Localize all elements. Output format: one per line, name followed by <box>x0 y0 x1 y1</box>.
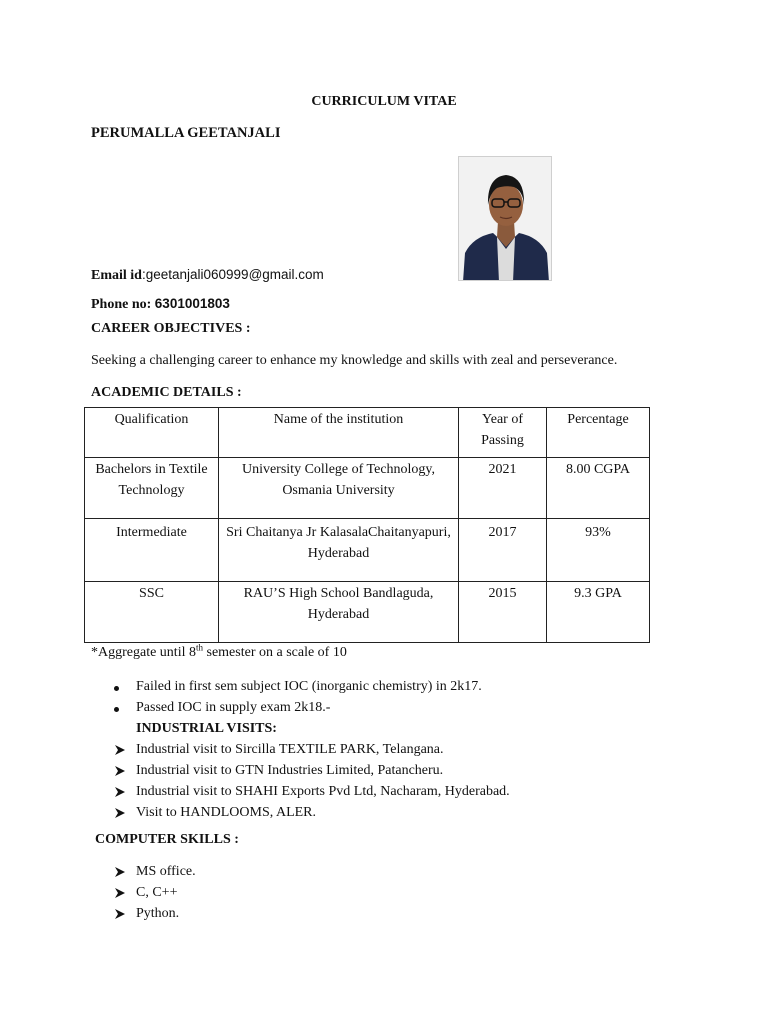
profile-photo <box>458 156 552 281</box>
email-value: :geetanjali060999@gmail.com <box>141 267 324 282</box>
academic-details-heading: ACADEMIC DETAILS : <box>91 385 242 400</box>
email-label: Email id <box>91 268 142 283</box>
arrow-bullet-icon <box>114 805 126 824</box>
industrial-visits-heading: INDUSTRIAL VISITS: <box>136 721 277 736</box>
table-header-row <box>85 408 650 458</box>
arrow-bullet-icon <box>114 742 126 761</box>
table-cell: University College of Technology, Osmania University <box>219 458 459 519</box>
bullet-dot-icon <box>114 701 119 717</box>
academic-table <box>84 407 650 643</box>
email-line <box>91 267 324 284</box>
computer-skill-item: Python. <box>136 906 180 921</box>
note-superscript: th <box>195 642 203 653</box>
table-cell: SSC <box>85 582 219 643</box>
column-header: Qualification <box>85 408 219 458</box>
column-header: Year of Passing <box>459 408 547 458</box>
remark-item: Failed in first sem subject IOC (inorganic chemistry) in 2k17. <box>136 679 482 694</box>
table-cell: 2015 <box>459 582 547 643</box>
industrial-visit-item: Visit to HANDLOOMS, ALER. <box>136 805 317 820</box>
phone-line <box>91 296 230 313</box>
candidate-name: PERUMALLA GEETANJALI <box>91 125 281 141</box>
industrial-visit-item: Industrial visit to SHAHI Exports Pvd Ltd, Nacharam, Hyderabad. <box>136 784 510 799</box>
table-row <box>85 519 650 582</box>
table-cell: 2017 <box>459 519 547 582</box>
table-cell: 93% <box>547 519 650 582</box>
table-cell: Intermediate <box>85 519 219 582</box>
remark-item: Passed IOC in supply exam 2k18.- <box>136 700 331 715</box>
table-cell: RAU’S High School Bandlaguda, Hyderabad <box>219 582 459 643</box>
table-cell: 9.3 GPA <box>547 582 650 643</box>
document-title: CURRICULUM VITAE <box>311 94 457 109</box>
career-objectives-text: Seeking a challenging career to enhance my knowledge and skills with zeal and perseverance. <box>91 353 618 368</box>
arrow-bullet-icon <box>114 763 126 782</box>
computer-skills-heading: COMPUTER SKILLS : <box>95 832 239 847</box>
career-objectives-heading: CAREER OBJECTIVES : <box>91 321 251 336</box>
table-row <box>85 458 650 519</box>
arrow-bullet-icon <box>114 864 126 883</box>
arrow-bullet-icon <box>114 906 126 925</box>
column-header: Name of the institution <box>219 408 459 458</box>
arrow-bullet-icon <box>114 885 126 904</box>
computer-skill-item: C, C++ <box>136 885 178 900</box>
phone-label: Phone no: <box>91 297 155 312</box>
table-row <box>85 582 650 643</box>
column-header: Percentage <box>547 408 650 458</box>
arrow-bullet-icon <box>114 784 126 803</box>
person-photo-icon <box>459 157 552 281</box>
table-cell: 8.00 CGPA <box>547 458 650 519</box>
note-suffix: semester on a scale of 10 <box>203 645 347 660</box>
bullet-dot-icon <box>114 680 119 696</box>
aggregate-note <box>91 642 347 661</box>
note-prefix: *Aggregate until 8 <box>91 645 196 660</box>
industrial-visit-item: Industrial visit to GTN Industries Limited, Patancheru. <box>136 763 444 778</box>
table-cell: Sri Chaitanya Jr KalasalaChaitanyapuri, Hyderabad <box>219 519 459 582</box>
computer-skill-item: MS office. <box>136 864 196 879</box>
industrial-visit-item: Industrial visit to Sircilla TEXTILE PARK, Telangana. <box>136 742 444 757</box>
table-cell: Bachelors in Textile Technology <box>85 458 219 519</box>
table-cell: 2021 <box>459 458 547 519</box>
phone-value: 6301001803 <box>154 296 230 311</box>
